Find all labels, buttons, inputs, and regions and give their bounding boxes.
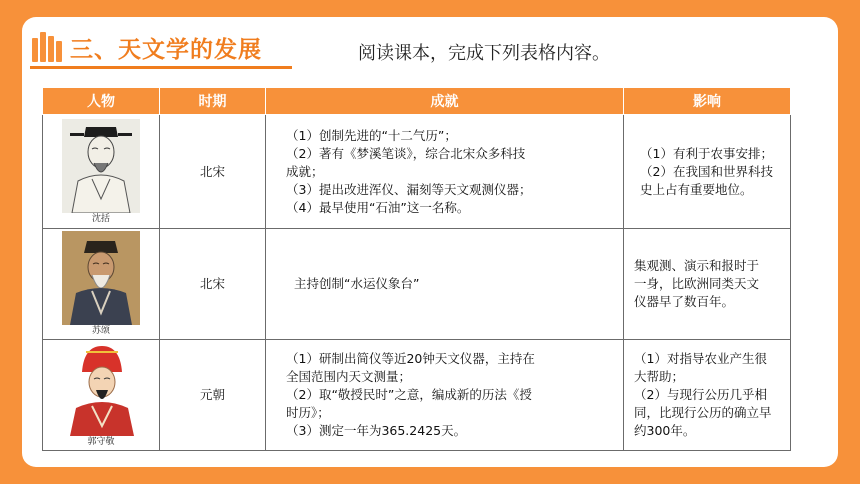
- achievement-line: 主持创制“水运仪象台”: [294, 276, 420, 291]
- table-header-row: [43, 88, 791, 115]
- impact-line: （1）有利于农事安排；: [640, 145, 773, 161]
- slide-card: [22, 17, 838, 467]
- achievement-line: （1）研制出简仪等近20钟天文仪器，主持在: [286, 351, 535, 366]
- impact-line: 史上占有重要地位。: [640, 181, 753, 197]
- section-title: 三、天文学的发展: [70, 36, 262, 63]
- achievement-line: （2）取“敬授民时”之意，编成新的历法《授: [286, 387, 532, 402]
- impact-cell: [624, 340, 791, 451]
- astronomy-table: [42, 87, 791, 451]
- portrait-su-song-image: [62, 231, 140, 325]
- achievement-line: （1）创制先进的“十二气历”；: [286, 127, 457, 143]
- section-header: [32, 29, 262, 65]
- table-row: [43, 229, 791, 340]
- impact-line: （1）对指导农业产生很: [634, 351, 767, 366]
- column-header-achievements: 成就: [266, 88, 624, 115]
- impact-cell: [624, 229, 791, 340]
- achievement-line: 时历》；: [286, 405, 330, 420]
- portrait-shen-kuo-image: [62, 119, 140, 213]
- impact-line: （2）在我国和世界科技: [640, 163, 773, 179]
- achievements-cell: [266, 229, 624, 340]
- achievement-line: 成就；: [286, 163, 324, 179]
- period-cell: 元朝: [160, 340, 266, 451]
- title-underline: [30, 66, 292, 69]
- portrait-guo-shoujing-image: [62, 342, 140, 436]
- books-icon: [32, 32, 64, 62]
- period-cell: 北宋: [160, 229, 266, 340]
- achievement-line: （3）测定一年为365.2425天。: [286, 423, 467, 438]
- portrait-cell: [43, 115, 160, 229]
- impact-line: 同，比现行公历的确立早: [634, 405, 772, 420]
- achievements-cell: [266, 340, 624, 451]
- portrait-cell: [43, 229, 160, 340]
- impact-line: 约300年。: [634, 423, 696, 438]
- column-header-period: 时期: [160, 88, 266, 115]
- impact-cell: [624, 115, 791, 229]
- achievement-line: （3）提出改进浑仪、漏刻等天文观测仪器；: [286, 181, 532, 197]
- impact-line: （2）与现行公历几乎相: [634, 387, 767, 402]
- achievement-line: 全国范围内天文测量；: [286, 369, 412, 384]
- impact-line: 集观测、演示和报时于: [634, 258, 760, 273]
- achievements-cell: [266, 115, 624, 229]
- table-row: [43, 340, 791, 451]
- impact-line: 仪器早了数百年。: [634, 294, 735, 309]
- column-header-person: 人物: [43, 88, 160, 115]
- impact-line: 一身，比欧洲同类天文: [634, 276, 760, 291]
- table-row: [43, 115, 791, 229]
- instruction-text: 阅读课本，完成下列表格内容。: [358, 43, 610, 64]
- achievement-line: （2）著有《梦溪笔谈》，综合北宋众多科技: [286, 145, 526, 161]
- period-cell: 北宋: [160, 115, 266, 229]
- achievement-line: （4）最早使用“石油”这一名称。: [286, 199, 470, 215]
- portrait-caption: 沈括: [91, 213, 110, 224]
- impact-line: 大帮助；: [634, 369, 685, 384]
- column-header-impact: 影响: [624, 88, 791, 115]
- portrait-caption: 苏颂: [91, 326, 110, 336]
- portrait-caption: 郭守敬: [87, 437, 115, 447]
- portrait-cell: [43, 340, 160, 451]
